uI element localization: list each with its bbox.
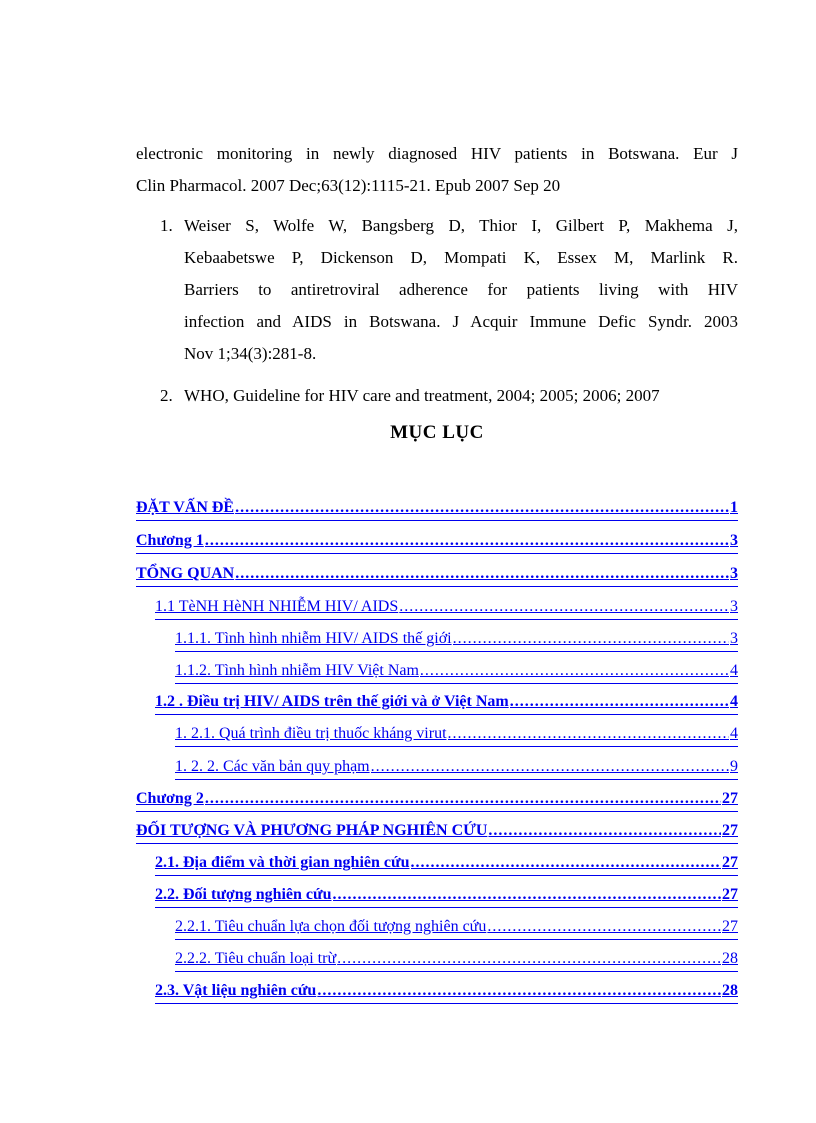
toc-entry-page: 3 bbox=[730, 630, 738, 647]
reference-number: 2. bbox=[160, 386, 173, 405]
reference-text-line: Clin Pharmacol. 2007 Dec;63(12):1115-21. Epub 2007 Sep 20 bbox=[136, 176, 561, 195]
toc-entry-label: 2.2.2. Tiêu chuẩn loại trừ bbox=[175, 950, 337, 967]
toc-entry-2-1[interactable] bbox=[155, 851, 738, 876]
reference-text-line: WHO, Guideline for HIV care and treatment, 2004; 2005; 2006; 2007 bbox=[184, 386, 660, 405]
toc-entry-1-2-2[interactable] bbox=[175, 755, 738, 780]
toc-entry-page: 27 bbox=[722, 822, 738, 839]
toc-leader-dots bbox=[411, 851, 722, 875]
toc-leader-dots bbox=[453, 627, 729, 651]
toc-title: MỤC LỤC bbox=[390, 422, 484, 443]
toc-leader-dots bbox=[488, 819, 721, 843]
reference-text-line: Kebaabetswe P, Dickenson D, Mompati K, Essex M, Marlink R. bbox=[184, 248, 738, 267]
reference-text-line: infection and AIDS in Botswana. J Acquir Immune Defic Syndr. 2003 bbox=[184, 312, 738, 331]
toc-entry-label: Chương 1 bbox=[136, 532, 204, 549]
toc-entry-page: 3 bbox=[730, 565, 738, 582]
toc-entry-label: 1.2 . Điều trị HIV/ AIDS trên thế giới và ở Việt Nam bbox=[155, 693, 509, 710]
toc-entry-label: 2.2. Đối tượng nghiên cứu bbox=[155, 886, 332, 903]
toc-entry-label: Chương 2 bbox=[136, 790, 204, 807]
toc-leader-dots bbox=[235, 496, 729, 520]
toc-entry-1-2[interactable] bbox=[155, 690, 738, 715]
toc-entry-page: 27 bbox=[722, 790, 738, 807]
toc-entry-label: 1.1 TèNH HèNH NHIỄM HIV/ AIDS bbox=[155, 598, 399, 615]
toc-entry-label: 2.3. Vật liệu nghiên cứu bbox=[155, 982, 317, 999]
reference-number: 1. bbox=[160, 216, 173, 235]
toc-entry-dat-van-de[interactable] bbox=[136, 496, 738, 521]
toc-leader-dots bbox=[317, 979, 721, 1003]
toc-leader-dots bbox=[510, 690, 729, 714]
reference-text-line: Nov 1;34(3):281-8. bbox=[184, 344, 317, 363]
toc-entry-1-2-1[interactable] bbox=[175, 722, 738, 747]
toc-entry-2-2[interactable] bbox=[155, 883, 738, 908]
toc-entry-label: 2.2.1. Tiêu chuẩn lựa chọn đối tượng nghiên cứu bbox=[175, 918, 487, 935]
toc-entry-page: 27 bbox=[722, 854, 738, 871]
toc-entry-1-1[interactable] bbox=[155, 595, 738, 620]
reference-list bbox=[136, 210, 738, 412]
toc-entry-chuong-2[interactable] bbox=[136, 787, 738, 812]
toc-entry-1-1-1[interactable] bbox=[175, 627, 738, 652]
toc-entry-page: 3 bbox=[730, 598, 738, 615]
toc-leader-dots bbox=[487, 915, 721, 939]
toc-entry-page: 28 bbox=[722, 982, 738, 999]
toc-entry-tong-quan[interactable] bbox=[136, 562, 738, 587]
toc-entry-2-3[interactable] bbox=[155, 979, 738, 1004]
toc-entry-label: ĐỐI TƯỢNG VÀ PHƯƠNG PHÁP NGHIÊN CỨU bbox=[136, 822, 488, 839]
toc-leader-dots bbox=[337, 947, 721, 971]
toc-entry-label: 1.1.2. Tình hình nhiễm HIV Việt Nam bbox=[175, 662, 419, 679]
toc-leader-dots bbox=[448, 722, 729, 746]
toc-leader-dots bbox=[371, 755, 729, 779]
reference-item-1 bbox=[136, 210, 738, 370]
toc-entry-page: 1 bbox=[730, 499, 738, 516]
reference-item-2 bbox=[136, 380, 738, 412]
toc-entry-page: 27 bbox=[722, 886, 738, 903]
reference-text-line: Weiser S, Wolfe W, Bangsberg D, Thior I, Gilbert P, Makhema J, bbox=[184, 216, 738, 235]
toc-leader-dots bbox=[333, 883, 721, 907]
toc-leader-dots bbox=[420, 659, 729, 683]
toc-entry-page: 4 bbox=[730, 662, 738, 679]
reference-text-line: Barriers to antiretroviral adherence for patients living with HIV bbox=[184, 280, 738, 299]
toc-entry-label: TỔNG QUAN bbox=[136, 565, 235, 582]
toc-entry-label: ĐẶT VẤN ĐỀ bbox=[136, 499, 235, 516]
toc-entry-label: 1. 2.1. Quá trình điều trị thuốc kháng virut bbox=[175, 725, 447, 742]
toc-entry-2-2-2[interactable] bbox=[175, 947, 738, 972]
toc-entry-page: 4 bbox=[730, 725, 738, 742]
toc-entry-label: 1.1.1. Tình hình nhiễm HIV/ AIDS thế giới bbox=[175, 630, 452, 647]
toc-entry-chuong-1[interactable] bbox=[136, 529, 738, 554]
toc-leader-dots bbox=[205, 787, 721, 811]
toc-entry-1-1-2[interactable] bbox=[175, 659, 738, 684]
toc-leader-dots bbox=[399, 595, 729, 619]
toc-entry-page: 4 bbox=[730, 693, 738, 710]
reference-text-line: electronic monitoring in newly diagnosed HIV patients in Botswana. Eur J bbox=[136, 144, 738, 163]
toc-entry-page: 3 bbox=[730, 532, 738, 549]
toc-entry-label: 2.1. Địa điểm và thời gian nghiên cứu bbox=[155, 854, 410, 871]
toc-entry-page: 27 bbox=[722, 918, 738, 935]
toc-entry-page: 9 bbox=[730, 758, 738, 775]
toc-entry-doi-tuong-phuong-phap[interactable] bbox=[136, 819, 738, 844]
toc-entry-label: 1. 2. 2. Các văn bản quy phạm bbox=[175, 758, 370, 775]
toc-leader-dots bbox=[205, 529, 729, 553]
toc-leader-dots bbox=[235, 562, 729, 586]
toc-entry-2-2-1[interactable] bbox=[175, 915, 738, 940]
toc-entry-page: 28 bbox=[722, 950, 738, 967]
previous-reference-continuation bbox=[136, 138, 738, 202]
